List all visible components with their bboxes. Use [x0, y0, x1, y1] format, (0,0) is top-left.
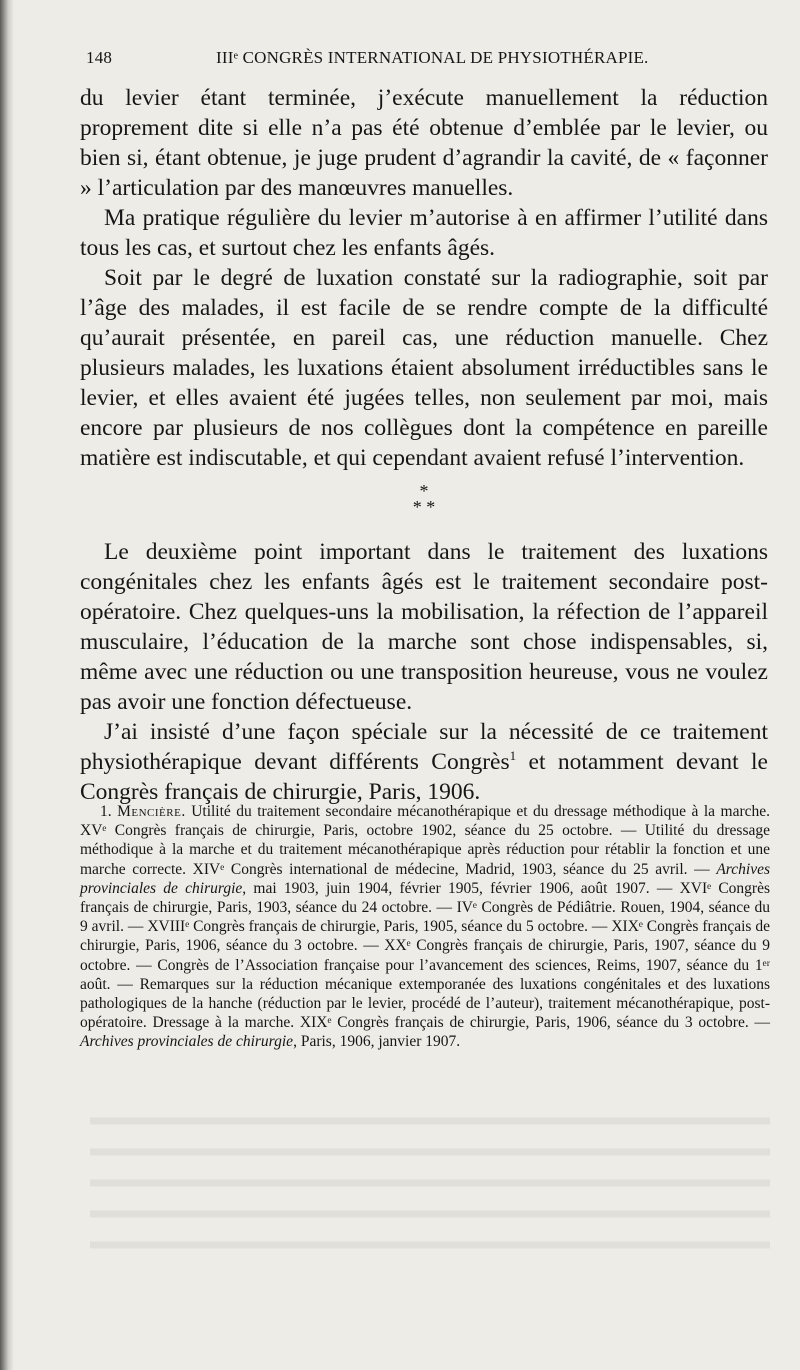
paragraph-4: Le deuxième point important dans le traitement des luxations congénitales chez les enfants âgés est le traitement secondaire post-opératoire. Chez quelques-uns la mobilisation, la réfection de l’appareil musculaire, l’éducation de la marche sont chose indispensables, si, même avec une réduction ou une transposition heureuse, vous ne voulez pas avoir une fonction défectueuse.: [80, 539, 768, 715]
asterism-top: *: [419, 481, 429, 501]
paragraph-5-text-b: et notamment devant le Congrès français de chirurgie, Paris, 1906.: [80, 749, 768, 805]
paragraph-5-text-a: J’ai insisté d’une façon spéciale sur la nécessité de ce traitement physiothérapique devant différents Congrès: [80, 719, 768, 775]
footnote-reference: 1: [509, 748, 517, 764]
running-head: IIIᵉ CONGRÈS INTERNATIONAL DE PHYSIOTHÉRAPIE.: [216, 48, 649, 67]
paragraph-1: du levier étant terminée, j’exécute manuellement la réduction proprement dite si elle n’a pas été obtenue d’emblée par le levier, ou bien si, étant obtenue, je juge prudent d’agrandir la cavité, de « façonner » l’articulation par des manœuvres manuelles.: [80, 85, 768, 201]
paragraph-2: Ma pratique régulière du levier m’autorise à en affirmer l’utilité dans tous les cas, et surtout chez les enfants âgés.: [80, 205, 768, 261]
footnote: [80, 802, 770, 1052]
footnote-journal-2: Archives provinciales de chirurgie: [80, 1033, 294, 1051]
main-text: [80, 83, 768, 807]
footnote-journal-1: Archives provinciales de chirurgie: [80, 860, 770, 897]
page-gutter-shadow: [0, 0, 14, 1370]
footnote-text-2: , mai 1903, juin 1904, février 1905, février 1906, août 1907. — XVIᵉ Congrès français de chirurgie, Paris, 1903, séance du 24 octobre. — IVᵉ Congrès de Pédiâtrie. Rouen, 1904, séance du 9 avril. — XVIIIᵉ Congrès français de chirurgie, Paris, 1905, séance du 5 octobre. — XIXᵉ Congrès français de chirurgie, Paris, 1906, séance du 3 octobre. — XXᵉ Congrès français de chirurgie, Paris, 1907, séance du 9 octobre. — Congrès de l’Association française pour l’avancement des sciences, Reims, 1907, séance du 1ᵉʳ août. — Remarques sur la réduction mécanique extemporanée des luxations congénitales et des luxations pathologiques de la hanche (réduction par le levier, procédé de l’auteur), traitement mécanothérapique, post-opératoire. Dressage à la marche. XIXᵉ Congrès français de chirurgie, Paris, 1906, séance du 3 octobre. —: [80, 879, 770, 1032]
bleed-through-shadow: [90, 1100, 770, 1260]
page-number: 148: [86, 48, 113, 67]
footnote-text-3: , Paris, 1906, janvier 1907.: [293, 1033, 461, 1051]
footnote-author: Mencière.: [117, 803, 186, 820]
asterism-bottom: * *: [412, 497, 436, 517]
footnote-text-1: Utilité du traitement secondaire mécanothérapique et du dressage méthodique à la marche. XVᵉ Congrès français de chirurgie, Paris, octobre 1902, séance du 25 octobre. — Utilité du dressage méthodique à la marche et du traitement mécanothérapique après réduction pour rétablir la fonction et une marche correcte. XIVᵉ Congrès international de médecine, Madrid, 1903, séance du 25 avril. —: [80, 803, 771, 878]
paragraph-5: [80, 717, 768, 807]
page-header: [86, 48, 758, 72]
paragraph-3: Soit par le degré de luxation constaté sur la radiographie, soit par l’âge des malades, il est facile de se rendre compte de la difficulté qu’aurait présentée, en pareil cas, une réduction manuelle. Chez plusieurs malades, les luxations étaient absolument irréductibles sans le levier, et elles avaient été jugées telles, non seulement par moi, mais encore par plusieurs de nos collègues dont la compétence en pareille matière est indiscutable, et qui cependant avaient refusé l’intervention.: [80, 265, 768, 471]
footnote-number: 1.: [100, 803, 112, 820]
section-break-asterism: [80, 473, 768, 537]
